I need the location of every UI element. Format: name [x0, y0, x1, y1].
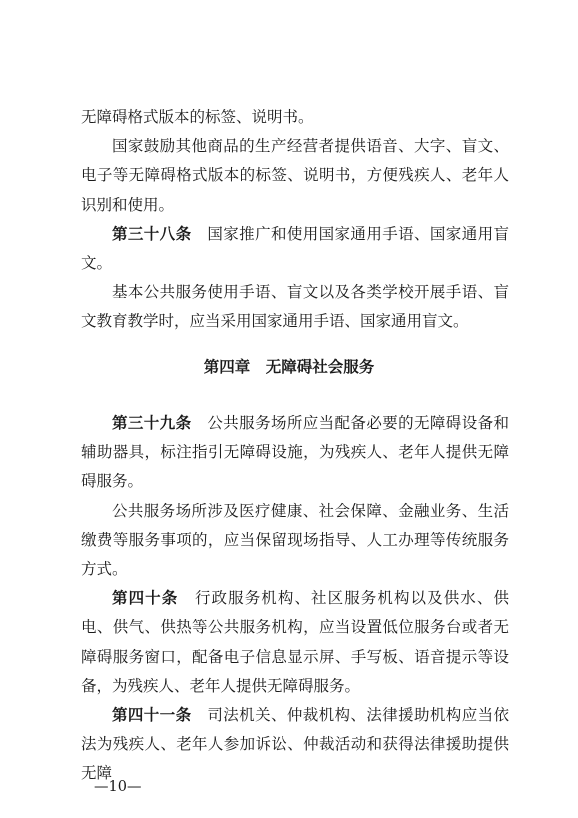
chapter-heading: 第四章 无障碍社会服务 [203, 358, 375, 376]
article-39 [81, 409, 509, 497]
article-39-text: 公共服务场所应当配备必要的无障碍设备和辅助器具，标注指引无障碍设施，为残疾人、老年人提供无障碍服务。 [81, 414, 509, 491]
article-38-label: 第三十八条 [112, 224, 192, 243]
article-41 [81, 701, 509, 789]
article-39-label: 第三十九条 [112, 414, 192, 432]
article-40-label: 第四十条 [112, 589, 179, 608]
article-40-text: 行政服务机构、社区服务机构以及供水、供电、供气、供热等公共服务机构，应当设置低位服务台或者无障碍服务窗口，配备电子信息显示屏、手写板、语音提示等设备，为残疾人、老年人提供无障碍服务。 [81, 589, 509, 695]
paragraph-continuation: 无障碍格式版本的标签、说明书。 [81, 108, 314, 126]
article-40 [81, 584, 509, 701]
article-38-text: 国家推广和使用国家通用手语、国家通用盲文。 [81, 224, 509, 273]
article-38 [81, 220, 509, 278]
paragraph-traditional-services: 公共服务场所涉及医疗健康、社会保障、金融业务、生活缴费等服务事项的，应当保留现场指导、人工办理等传统服务方式。 [81, 501, 509, 579]
page-number: —10— [94, 779, 142, 795]
article-41-label: 第四十一条 [112, 706, 192, 725]
article-41-text: 司法机关、仲裁机构、法律援助机构应当依法为残疾人、老年人参加诉讼、仲裁活动和获得法律援助提供无障 [81, 706, 509, 783]
paragraph-sign-language: 基本公共服务使用手语、盲文以及各类学校开展手语、盲文教育教学时，应当采用国家通用手语、国家通用盲文。 [81, 283, 509, 331]
text-block-upper [81, 103, 509, 337]
paragraph-encourage-labels: 国家鼓励其他商品的生产经营者提供语音、大字、盲文、电子等无障碍格式版本的标签、说明书，方便残疾人、老年人识别和使用。 [81, 137, 509, 214]
text-block-lower [81, 409, 509, 789]
